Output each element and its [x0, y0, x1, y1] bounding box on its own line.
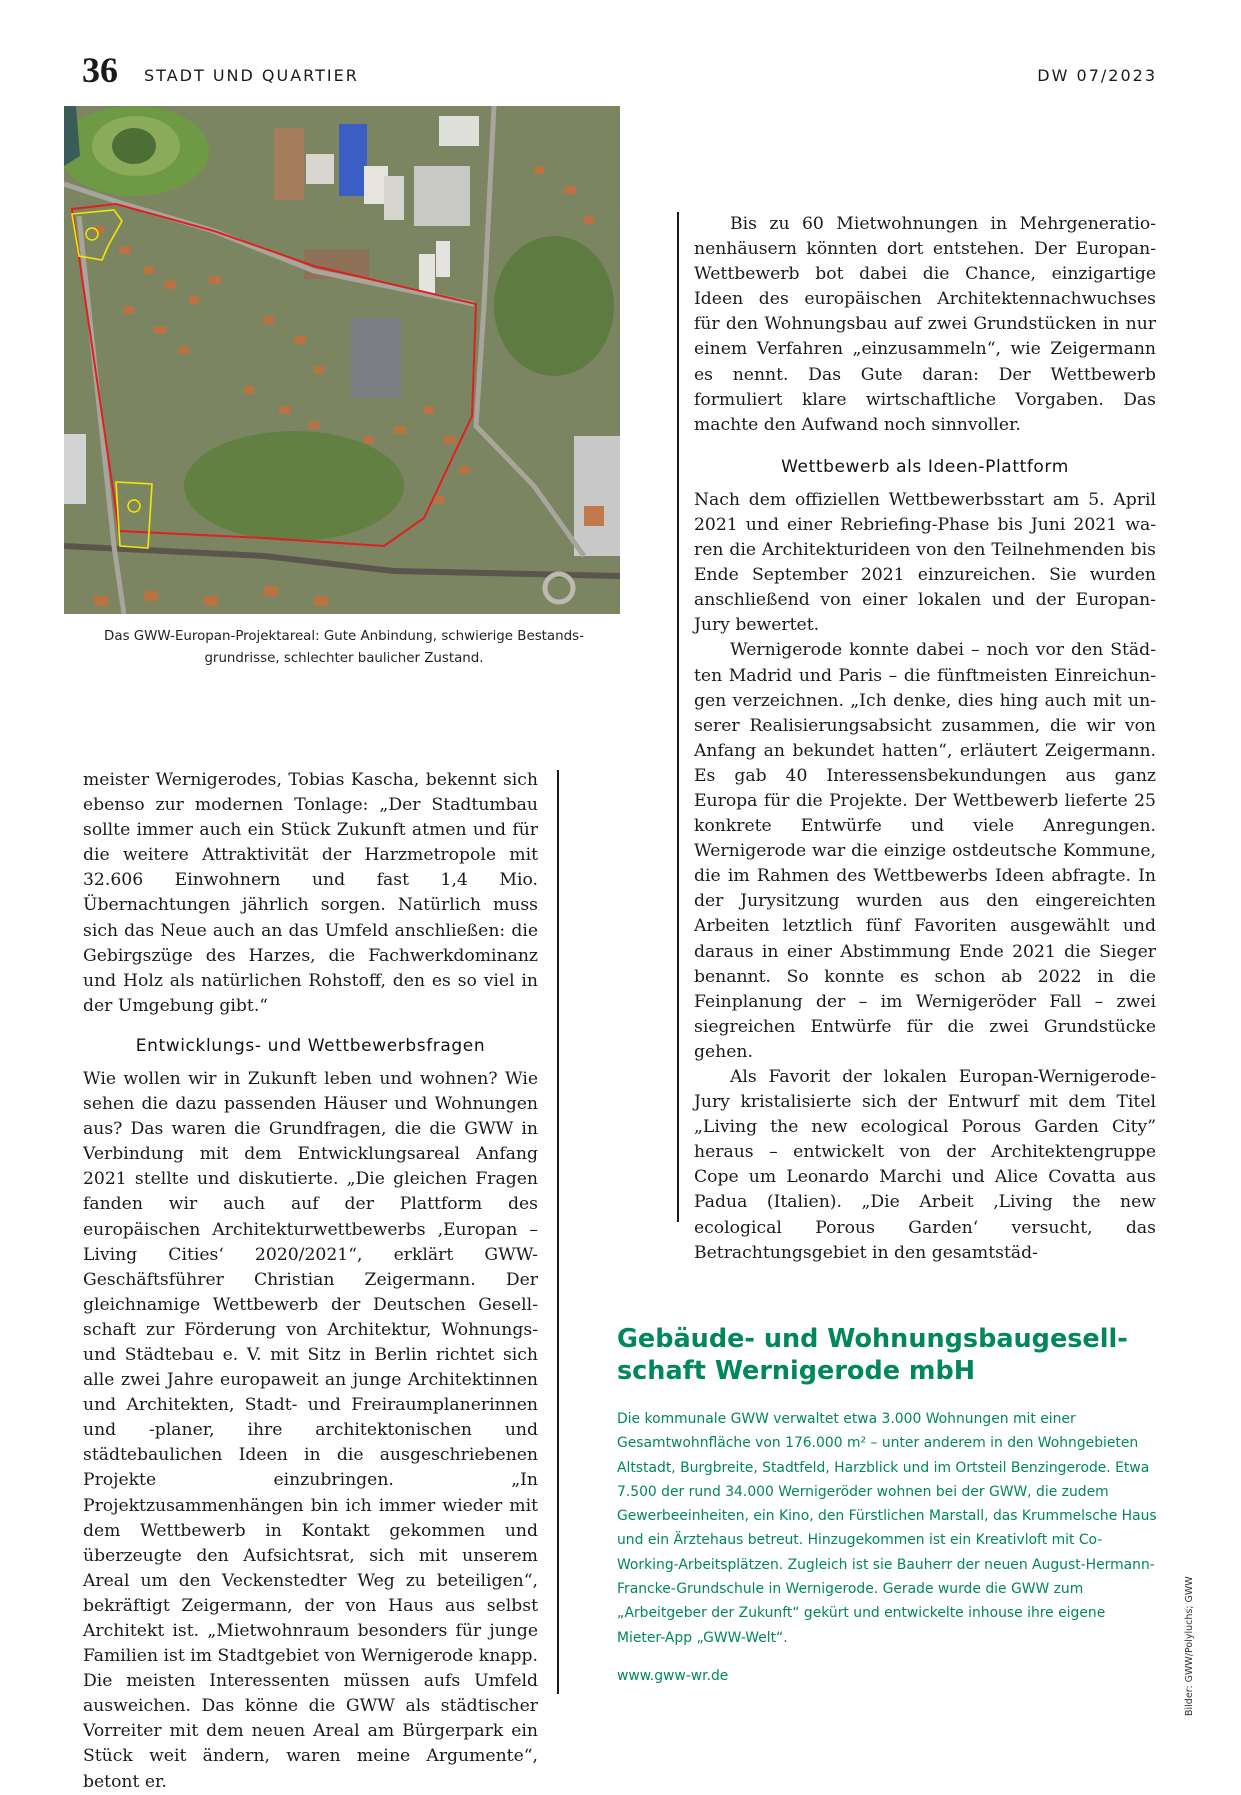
issue-label: DW 07/2023 [1037, 66, 1157, 85]
paragraph: Wernigerode konnte dabei – noch vor den Städten Madrid und Paris – die fünftmeisten Einreichungen verzeichnen. „Ich denke, dies hing auch mit unserer Realisierungsabsicht zusammen, die wir von Anfang an bekundet hatten“, erläutert Zeigermann. Es gab 40 Interessensbekundungen aus ganz Europa für die Projekte. Der Wettbewerb lieferte 25 konkrete Entwürfe und viele Anregungen. Wernigerode war die einzige ostdeutsche Kommune, die im Rahmen des Wettbewerbs Ideen abfragte. In der Jurysitzung wurden aus den eingereichten Arbeiten letztlich fünf Favoriten ausgewählt und daraus in einer Abstimmung Ende 2021 die Sieger benannt. So konnte es schon ab 2022 in die Feinplanung der – im Wernigeröder Fall – zwei siegreichen Entwürfe für die zwei Grundstücke gehen. [694, 640, 1156, 1062]
paragraph: Bis zu 60 Mietwohnungen in Mehrgenerationenhäusern könnten dort entstehen. Der Europan-Wettbewerb bot dabei die Chance, einzigartige Ideen des europäischen Architektennachwuchses für den Wohnungsbau auf zwei Grundstücken in nur einem Verfahren „einzusammeln“, wie Zeigermann es nennt. Das Gute daran: Der Wettbewerb formuliert klare wirtschaftliche Vorgaben. Das machte den Aufwand noch sinnvoller. [694, 214, 1156, 435]
company-info-box [617, 1323, 1157, 1684]
page-number: 36 [82, 50, 118, 90]
column-divider-left [557, 770, 559, 1694]
paragraph: Als Favorit der lokalen Europan-Wernigerode-Jury kristalisierte sich der Entwurf mit dem Titel „Living the new ecological Porous Garden City” heraus – entwickelt von der Architektengruppe Cope um Leonardo Marchi und Alice Covatta aus Padua (Italien). „Die Arbeit ‚Living the new ecological Porous Garden‘ versucht, das Betrachtungsgebiet in den gesamtstäd- [694, 1067, 1156, 1263]
column-divider-right [677, 212, 679, 1222]
article-column-right [694, 212, 1156, 1266]
company-description: Die kommunale GWW verwaltet etwa 3.000 Wohnungen mit einer Gesamtwohnfläche von 176.000 m² – unter anderem in den Wohngebieten Altstadt, Burgbreite, Stadtfeld, Harzblick und im Ortsteil Benzingerode. Etwa 7.500 der rund 34.000 Wernigeröder wohnen bei der GWW, die zudem Gewerbeeinheiten, ein Kino, den Fürstlichen Marstall, das Krummelsche Haus und ein Ärztehaus betreut. Hinzugekommen ist ein Kreativloft mit Co-Working-Arbeitsplätzen. Zugleich ist sie Bauherr der neuen August-Hermann-Francke-Grundschule in Wernigerode. Gerade wurde die GWW zum „Arbeitgeber der Zukunft“ gekürt und entwickelte inhouse ihre eigene Mieter-App „GWW-Welt“. [617, 1411, 1157, 1646]
image-credit: Bilder: GWW/Polyluchs; GWW [1184, 1576, 1195, 1716]
company-title: Gebäude- und Wohnungsbaugesellschaft Wernigerode mbH [617, 1324, 1128, 1386]
paragraph: Wie wollen wir in Zukunft leben und wohnen? Wie sehen die dazu passenden Häuser und Wohnungen aus? Das waren die Grundfragen, die die GWW in Verbindung mit dem Entwicklungsareal Anfang 2021 stellte und diskutierte. „Die gleichen Fragen fanden wir auch auf der Plattform des europäischen Architekturwettbewerbs ‚Europan – Living Cities‘ 2020/2021“, erklärt GWW-Geschäftsführer Christian Zeigermann. Der gleichnamige Wettbewerb der Deutschen Gesellschaft zur Förderung von Architektur, Wohnungs- und Städtebau e. V. mit Sitz in Berlin richtet sich alle zwei Jahre europaweit an junge Architektinnen und Architekten, Stadt- und Freiraumplanerinnen und -planer, ihre architektonischen und städtebaulichen Ideen in die ausgeschriebenen Projekte einzubringen. „In Projektzusammenhängen bin ich immer wieder mit dem Wettbewerb in Kontakt gekommen und überzeugte den Aufsichtsrat, sich mit unserem Areal um den Veckenstedter Weg zu beteiligen“, bekräftigt Zeigermann, der von Haus aus selbst Architekt ist. „Mietwohnraum besonders für junge Familien ist im Stadtgebiet von Wernigerode knapp. Die meisten Interessenten müssen aufs Umfeld ausweichen. Das könne die GWW als städtischer Vorreiter mit dem neuen Areal am Bürgerpark ein Stück weit ändern, waren meine Argumente“, betont er. [83, 1068, 538, 1792]
subheading: Entwicklungs- und Wettbewerbsfragen [135, 1035, 486, 1056]
article-column-left [83, 768, 538, 1795]
aerial-map-illustration [64, 106, 620, 614]
subheading: Wettbewerb als Ideen-Plattform [781, 456, 1069, 477]
aerial-photo [64, 106, 620, 614]
paragraph: meister Wernigerodes, Tobias Kascha, bekennt sich ebenso zur modernen Tonlage: „Der Stadtumbau sollte immer auch ein Stück Zukunft atmen und für die weitere Attraktivität der Harzmetropole mit 32.606 Einwohnern und fast 1,4 Mio. Übernachtungen jährlich sorgen. Natürlich muss sich das Neue auch an das Umfeld anschließen: die Gebirgszüge des Harzes, die Fachwerkdominanz und Holz als natürlichen Rohstoff, den es so viel in der Umgebung gibt.“ [83, 770, 538, 1016]
paragraph: Nach dem offiziellen Wettbewerbsstart am 5. April 2021 und einer Rebriefing-Phase bis Juni 2021 waren die Architekturideen von den Teilnehmenden bis Ende September 2021 einzureichen. Sie wurden anschließend von einer lokalen und der Europan-Jury bewertet. [694, 489, 1156, 636]
photo-caption: Das GWW-Europan-Projektareal: Gute Anbindung, schwierige Bestandsgrundrisse, schlechter baulicher Zustand. [104, 629, 584, 666]
section-title: STADT UND QUARTIER [144, 66, 359, 85]
warehouse [351, 318, 401, 398]
company-website-link[interactable]: www.gww-wr.de [617, 1667, 729, 1684]
